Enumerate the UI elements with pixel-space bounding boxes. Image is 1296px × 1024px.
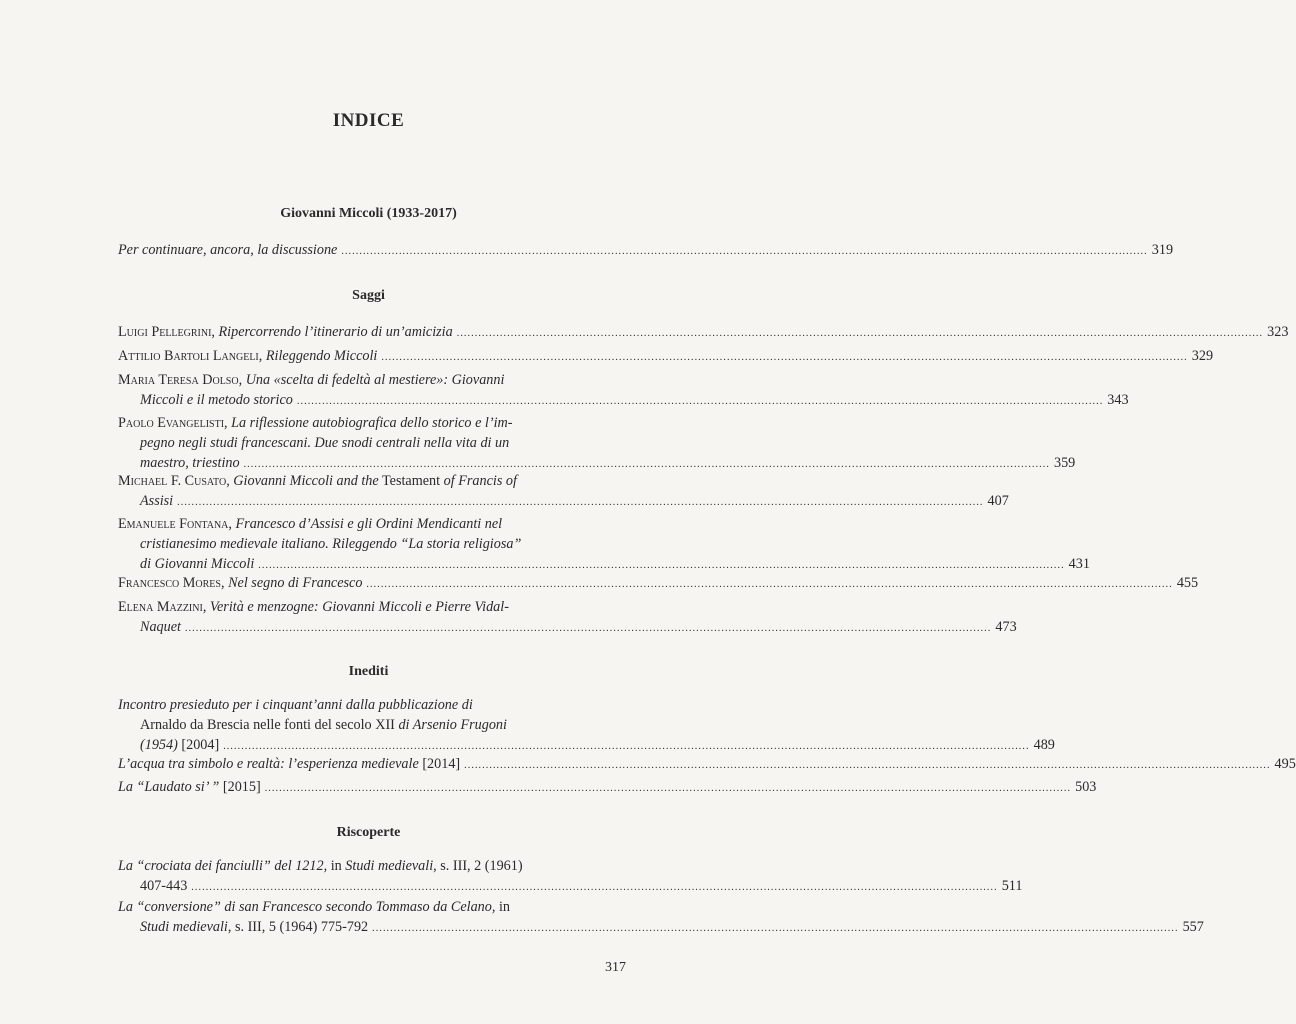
section-heading-riscoperte: Riscoperte bbox=[336, 825, 401, 840]
entry-title: La “conversione” di san Francesco secondo Tommaso da Celano, bbox=[118, 899, 496, 915]
leader-dots: ................................................................................................................................................................................................................................ bbox=[223, 741, 1030, 752]
entry-title: (1954) bbox=[140, 737, 178, 753]
page-number: 473 bbox=[995, 619, 1017, 635]
toc-entry bbox=[118, 777, 1097, 797]
entry-title-cont: cristianesimo medievale italiano. Rileggendo “La storia religiosa” bbox=[140, 536, 522, 552]
entry-in: in bbox=[498, 899, 510, 915]
entry-title-cont: pegno negli studi francescani. Due snodi centrali nella vita di un bbox=[140, 435, 510, 451]
toc-entry: Paolo Evangelisti, La riflessione autobiografica dello storico e l’im- pegno negli studi francescani. Due snodi centrali nella vita di un maestro, triestino ................................................................................................................................................................................................................................ 359 bbox=[118, 413, 626, 473]
page-number: 319 bbox=[1151, 242, 1174, 258]
page-number: 431 bbox=[1068, 556, 1090, 572]
entry-title-roman: Arnaldo da Brescia nelle fonti del secolo XII bbox=[140, 717, 395, 733]
toc-entry bbox=[118, 240, 1174, 260]
page-number: 489 bbox=[1033, 737, 1055, 753]
page-number: 511 bbox=[1001, 878, 1023, 894]
page-number: 557 bbox=[1182, 919, 1204, 935]
page-range: 407-443 bbox=[140, 878, 188, 894]
leader-dots: ................................................................................................................................................................................................................................ bbox=[456, 328, 1264, 339]
entry-title: di Arsenio Frugoni bbox=[398, 717, 507, 733]
entry-title: La “crociata dei fanciulli” del 1212, bbox=[118, 858, 328, 874]
page-number: 455 bbox=[1176, 575, 1199, 591]
entry-author: Michael F. Cusato bbox=[118, 473, 227, 489]
section-heading-saggi: Saggi bbox=[352, 288, 385, 303]
toc-entry: Attilio Bartoli Langeli, Rileggendo Miccoli ................................................................................................................................................................................................................................ 329 bbox=[118, 346, 626, 366]
page-number: 323 bbox=[1267, 324, 1289, 340]
leader-dots: ................................................................................................................................................................................................................................ bbox=[464, 760, 1271, 771]
page-number: 407 bbox=[987, 493, 1009, 509]
toc-entry: Luigi Pellegrini, Ripercorrendo l’itinerario di un’amicizia ................................................................................................................................................................................................................................ 323 bbox=[118, 322, 626, 342]
entry-title: Francesco d’Assisi e gli Ordini Mendicanti nel bbox=[235, 516, 503, 532]
entry-author: Luigi Pellegrini bbox=[118, 324, 212, 340]
entry-year: [2014] bbox=[422, 756, 461, 772]
entry-title: Verità e menzogne: Giovanni Miccoli e Pierre Vidal- bbox=[209, 599, 509, 615]
entry-title: of Francis of bbox=[443, 473, 517, 489]
entry-title-cont: Assisi bbox=[140, 493, 174, 509]
leader-dots: ................................................................................................................................................................................................................................ bbox=[296, 396, 1104, 407]
leader-dots: ................................................................................................................................................................................................................................ bbox=[264, 783, 1072, 794]
entry-title: L’acqua tra simbolo e realtà: l’esperienza medievale bbox=[118, 756, 419, 772]
journal-name: Studi medievali bbox=[140, 919, 228, 935]
toc-entry bbox=[118, 897, 1204, 937]
entry-title-cont: maestro, triestino bbox=[140, 455, 240, 471]
journal-name: Studi medievali bbox=[345, 858, 434, 874]
entry-year: [2015] bbox=[222, 779, 261, 795]
toc-entry: Michael F. Cusato, Giovanni Miccoli and the Testament of Francis of Assisi ................................................................................................................................................................................................................................ 407 bbox=[118, 471, 626, 511]
entry-author: Francesco Mores bbox=[118, 575, 221, 591]
toc-entry: Emanuele Fontana, Francesco d’Assisi e gli Ordini Mendicanti nel cristianesimo medievale italiano. Rileggendo “La storia religiosa” di Giovanni Miccoli ................................................................................................................................................................................................................................ 431 bbox=[118, 514, 626, 574]
page-title: INDICE bbox=[332, 110, 405, 131]
entry-title: Per continuare, ancora, la discussione bbox=[118, 242, 338, 258]
entry-title-roman: Testament bbox=[381, 473, 441, 489]
entry-title-cont: di Giovanni Miccoli bbox=[140, 556, 255, 572]
entry-author: Elena Mazzini bbox=[118, 599, 203, 615]
leader-dots: ................................................................................................................................................................................................................................ bbox=[191, 882, 998, 893]
leader-dots: ................................................................................................................................................................................................................................ bbox=[341, 246, 1148, 257]
page-number: 359 bbox=[1053, 455, 1076, 471]
entry-author: Emanuele Fontana bbox=[118, 516, 229, 532]
entry-title-cont: Miccoli e il metodo storico bbox=[140, 392, 293, 408]
leader-dots: ................................................................................................................................................................................................................................ bbox=[372, 923, 1179, 934]
leader-dots: ................................................................................................................................................................................................................................ bbox=[258, 560, 1065, 571]
toc-entry: Maria Teresa Dolso, Una «scelta di fedeltà al mestiere»: Giovanni Miccoli e il metodo storico ................................................................................................................................................................................................................................ 343 bbox=[118, 370, 626, 410]
entry-title: Una «scelta di fedeltà al mestiere»: Giovanni bbox=[245, 372, 505, 388]
entry-author: Attilio Bartoli Langeli bbox=[118, 348, 259, 364]
toc-entry: Elena Mazzini, Verità e menzogne: Giovanni Miccoli e Pierre Vidal- Naquet ................................................................................................................................................................................................................................ 473 bbox=[118, 597, 626, 637]
page-number: 495 bbox=[1274, 756, 1296, 772]
page-number: 503 bbox=[1075, 779, 1097, 795]
entry-title: Incontro presieduto per i cinquant’anni dalla pubblicazione di bbox=[118, 697, 473, 713]
entry-title: Nel segno di Francesco bbox=[228, 575, 363, 591]
leader-dots: ................................................................................................................................................................................................................................ bbox=[243, 459, 1050, 470]
journal-ref: , s. III, 5 (1964) 775-792 bbox=[227, 919, 369, 935]
entry-author: Paolo Evangelisti bbox=[118, 415, 225, 431]
section-heading-miccoli: Giovanni Miccoli (1933-2017) bbox=[280, 206, 457, 221]
journal-ref: , s. III, 2 (1961) bbox=[433, 858, 523, 874]
leader-dots: ................................................................................................................................................................................................................................ bbox=[177, 497, 984, 508]
entry-title: Giovanni Miccoli and the bbox=[233, 473, 379, 489]
page-number: 343 bbox=[1107, 392, 1129, 408]
toc-entry: Francesco Mores, Nel segno di Francesco ................................................................................................................................................................................................................................ 455 bbox=[118, 573, 626, 593]
toc-entry bbox=[118, 695, 1055, 755]
leader-dots: ................................................................................................................................................................................................................................ bbox=[381, 352, 1188, 363]
page-number: 329 bbox=[1191, 348, 1214, 364]
entry-year: [2004] bbox=[181, 737, 220, 753]
page-folio: 317 bbox=[605, 960, 626, 975]
section-heading-inediti: Inediti bbox=[348, 664, 389, 679]
toc-entry bbox=[118, 754, 1296, 774]
entry-in: in bbox=[330, 858, 342, 874]
leader-dots: ................................................................................................................................................................................................................................ bbox=[366, 579, 1173, 590]
leader-dots: ................................................................................................................................................................................................................................ bbox=[184, 623, 992, 634]
entry-title-cont: Naquet bbox=[140, 619, 181, 635]
entry-title: La “Laudato si’ ” bbox=[118, 779, 220, 795]
entry-author: Maria Teresa Dolso bbox=[118, 372, 239, 388]
entry-title: Rileggendo Miccoli bbox=[265, 348, 378, 364]
entry-title: Ripercorrendo l’itinerario di un’amicizia bbox=[218, 324, 453, 340]
toc-entry bbox=[118, 856, 1023, 896]
entry-title: La riflessione autobiografica dello storico e l’im- bbox=[231, 415, 513, 431]
